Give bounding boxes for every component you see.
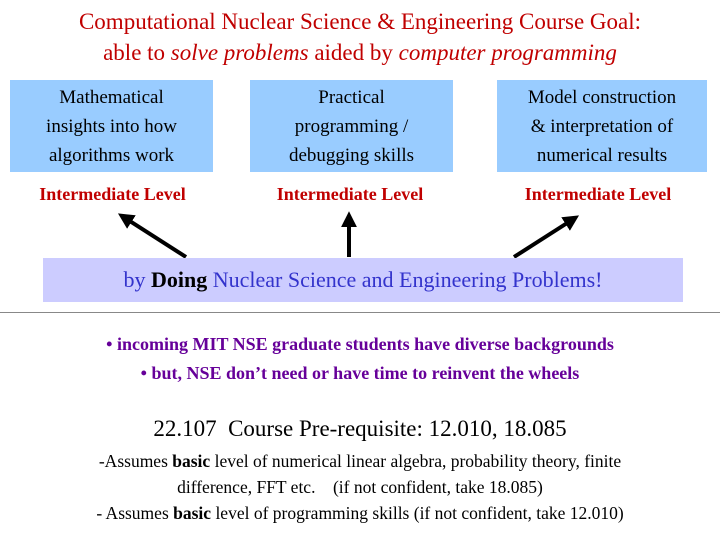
assumes-math-basic: basic <box>172 451 211 471</box>
title-middle: aided by <box>308 40 399 65</box>
assumes-programming <box>0 500 720 526</box>
title-line-1: Computational Nuclear Science & Engineering Course Goal: <box>78 9 642 34</box>
arrow-right <box>514 218 575 257</box>
level-label-math: Intermediate Level <box>39 184 186 204</box>
doing-prefix: by <box>123 267 151 292</box>
box-line: algorithms work <box>48 144 175 166</box>
doing-banner <box>43 258 683 302</box>
box-line: insights into how <box>46 115 177 137</box>
assumes-math-prefix: -Assumes <box>98 451 173 471</box>
assumes-math-rest: level of numerical linear algebra, probability theory, finite <box>210 451 622 471</box>
assumes-math <box>0 448 720 500</box>
assumes-programming-basic: basic <box>173 503 212 523</box>
prerequisite-heading: 22.107 Course Pre-requisite: 12.010, 18.085 <box>153 416 567 441</box>
box-line: Practical <box>318 86 385 108</box>
level-label-programming: Intermediate Level <box>276 184 424 204</box>
title-prefix: able to <box>103 40 171 65</box>
arrow-left <box>122 216 186 257</box>
assumes-programming-rest: level of programming skills (if not confident, take 12.010) <box>211 503 624 523</box>
bullet-reinvent-wheels: • but, NSE don’t need or have time to reinvent the wheels <box>140 363 580 383</box>
box-line: Mathematical <box>59 86 164 108</box>
box-line: Model construction <box>527 86 677 108</box>
assumes-math-line2: difference, FFT etc. (if not confident, take 18.085) <box>177 477 543 497</box>
title-emphasis-programming: computer programming <box>398 40 617 65</box>
box-line: programming / <box>294 115 409 137</box>
box-line: & interpretation of <box>530 115 674 137</box>
assumes-programming-prefix: - Assumes <box>96 503 174 523</box>
title-emphasis-solve: solve problems <box>170 40 309 65</box>
level-label-model: Intermediate Level <box>524 184 672 204</box>
doing-suffix: Nuclear Science and Engineering Problems! <box>207 267 603 292</box>
doing-emphasis: Doing <box>151 267 208 292</box>
bullet-diverse-backgrounds: • incoming MIT NSE graduate students have diverse backgrounds <box>106 334 614 354</box>
section-divider <box>0 312 720 313</box>
box-line: debugging skills <box>288 144 415 166</box>
box-line: numerical results <box>536 144 668 166</box>
